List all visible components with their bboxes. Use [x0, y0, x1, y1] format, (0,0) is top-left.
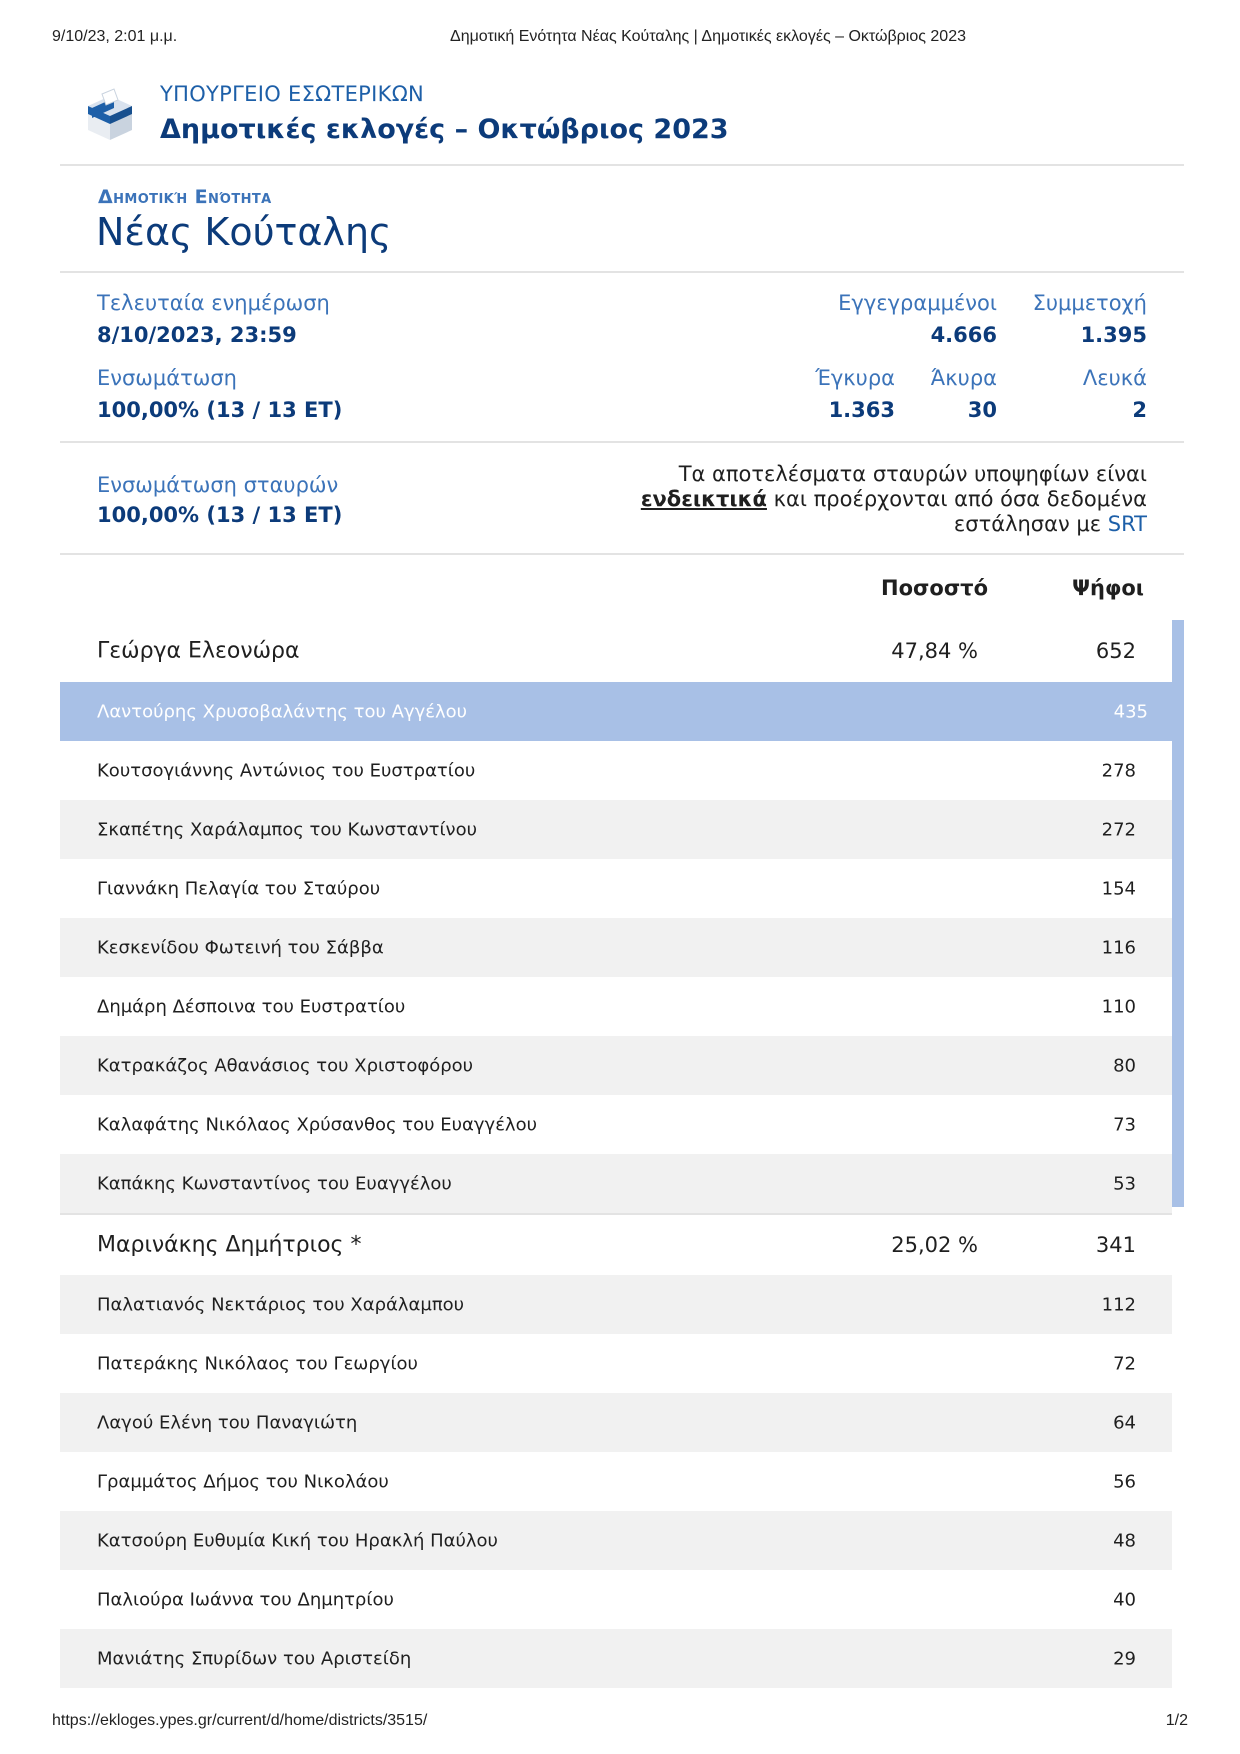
councillor-row[interactable]	[60, 800, 1172, 859]
councillor-votes: 53	[1113, 1173, 1136, 1194]
councillor-row[interactable]	[60, 1511, 1172, 1570]
councillor-votes: 272	[1101, 819, 1136, 840]
councillor-name: Κεσκενίδου Φωτεινή του Σάββα	[97, 937, 384, 958]
notice-emphasis: ενδεικτικά	[640, 487, 767, 511]
blank-label: Λευκά	[1082, 366, 1147, 390]
councillor-name: Κουτσογιάννης Αντώνιος του Ευστρατίου	[97, 760, 476, 781]
unit-kicker: Δημοτική Ενότητα	[98, 186, 272, 208]
candidate-percent: 25,02 %	[891, 1233, 978, 1257]
candidate-votes: 652	[1095, 639, 1136, 663]
councillor-name: Παλατιανός Νεκτάριος του Χαράλαμπου	[97, 1294, 465, 1315]
councillor-row[interactable]	[60, 1570, 1172, 1629]
councillor-votes: 73	[1113, 1114, 1136, 1135]
councillor-name: Κατρακάζος Αθανάσιος του Χριστοφόρου	[97, 1055, 474, 1076]
councillor-row[interactable]	[60, 1452, 1172, 1511]
site-brand[interactable]	[84, 78, 784, 148]
print-timestamp: 9/10/23, 2:01 μ.μ.	[52, 28, 178, 45]
councillor-row[interactable]	[60, 977, 1172, 1036]
councillor-votes: 72	[1113, 1353, 1136, 1374]
councillor-name: Κατσούρη Ευθυμία Κική του Ηρακλή Παύλου	[97, 1530, 498, 1551]
candidate-name: Γεώργα Ελεονώρα	[97, 638, 300, 664]
councillor-votes: 435	[1113, 701, 1148, 722]
page-title: Νέας Κούταλης	[96, 210, 392, 254]
councillor-row[interactable]	[60, 1629, 1172, 1688]
turnout-label: Συμμετοχή	[1032, 291, 1147, 315]
councillor-votes: 56	[1113, 1471, 1136, 1492]
councillor-row[interactable]	[60, 1334, 1172, 1393]
councillor-row[interactable]	[60, 1154, 1172, 1213]
councillor-name: Γιαννάκη Πελαγία του Σταύρου	[97, 878, 381, 899]
print-page-number: 1/2	[1165, 1712, 1188, 1729]
councillor-row[interactable]	[60, 1275, 1172, 1334]
candidate-row[interactable]	[60, 620, 1172, 682]
councillor-row[interactable]	[60, 682, 1184, 741]
divider	[60, 441, 1184, 443]
councillor-votes: 112	[1101, 1294, 1136, 1315]
turnout-value: 1.395	[1080, 323, 1147, 347]
notice-line-1: Τα αποτελέσματα σταυρών υποψηφίων είναι	[678, 462, 1147, 486]
candidate-row[interactable]	[60, 1213, 1172, 1275]
councillor-row[interactable]	[60, 1393, 1172, 1452]
councillor-votes: 278	[1101, 760, 1136, 781]
councillor-name: Καπάκης Κωνσταντίνος του Ευαγγέλου	[97, 1173, 452, 1194]
registered-value: 4.666	[930, 323, 997, 347]
last-update-label: Τελευταία ενημέρωση	[97, 291, 330, 315]
crosses-integration-label: Ενσωμάτωση σταυρών	[97, 473, 339, 497]
column-header-votes: Ψήφοι	[1072, 576, 1144, 600]
councillor-votes: 29	[1113, 1648, 1136, 1669]
valid-label: Έγκυρα	[815, 366, 895, 390]
invalid-value: 30	[967, 398, 997, 422]
print-header	[52, 28, 1188, 52]
councillor-votes: 116	[1101, 937, 1136, 958]
blank-value: 2	[1132, 398, 1147, 422]
councillor-name: Σκαπέτης Χαράλαμπος του Κωνσταντίνου	[97, 819, 478, 840]
councillor-name: Γραμμάτος Δήμος του Νικολάου	[97, 1471, 389, 1492]
print-page-title: Δημοτική Ενότητα Νέας Κούταλης | Δημοτικές εκλογές – Οκτώβριος 2023	[450, 28, 966, 45]
councillor-votes: 80	[1113, 1055, 1136, 1076]
councillor-name: Λαγού Ελένη του Παναγιώτη	[97, 1412, 358, 1433]
councillor-votes: 110	[1101, 996, 1136, 1017]
councillor-votes: 64	[1113, 1412, 1136, 1433]
srt-link[interactable]: SRT	[1107, 512, 1147, 536]
councillor-votes: 40	[1113, 1589, 1136, 1610]
invalid-label: Άκυρα	[930, 366, 997, 390]
candidate-name: Μαρινάκης Δημήτριος *	[97, 1232, 362, 1258]
divider	[60, 164, 1184, 166]
integration-value: 100,00% (13 / 13 ΕΤ)	[97, 398, 343, 422]
ballot-box-icon	[84, 86, 136, 142]
councillor-row[interactable]	[60, 1095, 1172, 1154]
candidate-votes: 341	[1095, 1233, 1136, 1257]
councillor-row[interactable]	[60, 859, 1172, 918]
divider	[60, 553, 1184, 555]
councillor-name: Μανιάτης Σπυρίδων του Αριστείδη	[97, 1648, 412, 1669]
registered-label: Εγγεγραμμένοι	[838, 291, 997, 315]
councillor-name: Λαντούρης Χρυσοβαλάντης του Αγγέλου	[97, 701, 468, 722]
notice-line-2: ενδεικτικά και προέρχονται από όσα δεδομένα	[640, 487, 1147, 511]
candidate-percent: 47,84 %	[891, 639, 978, 663]
integration-label: Ενσωμάτωση	[97, 366, 237, 390]
print-footer	[52, 1712, 1188, 1736]
councillor-name: Πατεράκης Νικόλαος του Γεωργίου	[97, 1353, 418, 1374]
notice-line-3: εστάλησαν με SRT	[953, 512, 1147, 536]
councillor-row[interactable]	[60, 1036, 1172, 1095]
valid-value: 1.363	[828, 398, 895, 422]
ministry-name: ΥΠΟΥΡΓΕΙΟ ΕΣΩΤΕΡΙΚΩΝ	[160, 82, 425, 106]
crosses-notice	[627, 462, 1147, 537]
councillor-votes: 154	[1101, 878, 1136, 899]
councillor-row[interactable]	[60, 741, 1172, 800]
councillor-name: Καλαφάτης Νικόλαος Χρύσανθος του Ευαγγέλου	[97, 1114, 538, 1135]
councillor-row[interactable]	[60, 918, 1172, 977]
print-url: https://ekloges.ypes.gr/current/d/home/districts/3515/	[52, 1712, 428, 1729]
councillor-name: Παλιούρα Ιωάννα του Δημητρίου	[97, 1589, 394, 1610]
results-table	[60, 620, 1184, 1688]
councillor-name: Δημάρη Δέσποινα του Ευστρατίου	[97, 996, 406, 1017]
councillor-votes: 48	[1113, 1530, 1136, 1551]
column-header-percent: Ποσοστό	[881, 576, 988, 600]
crosses-integration-value: 100,00% (13 / 13 ΕΤ)	[97, 503, 343, 527]
last-update-value: 8/10/2023, 23:59	[97, 323, 297, 347]
election-title: Δημοτικές εκλογές – Οκτώβριος 2023	[160, 114, 729, 145]
divider	[60, 271, 1184, 273]
